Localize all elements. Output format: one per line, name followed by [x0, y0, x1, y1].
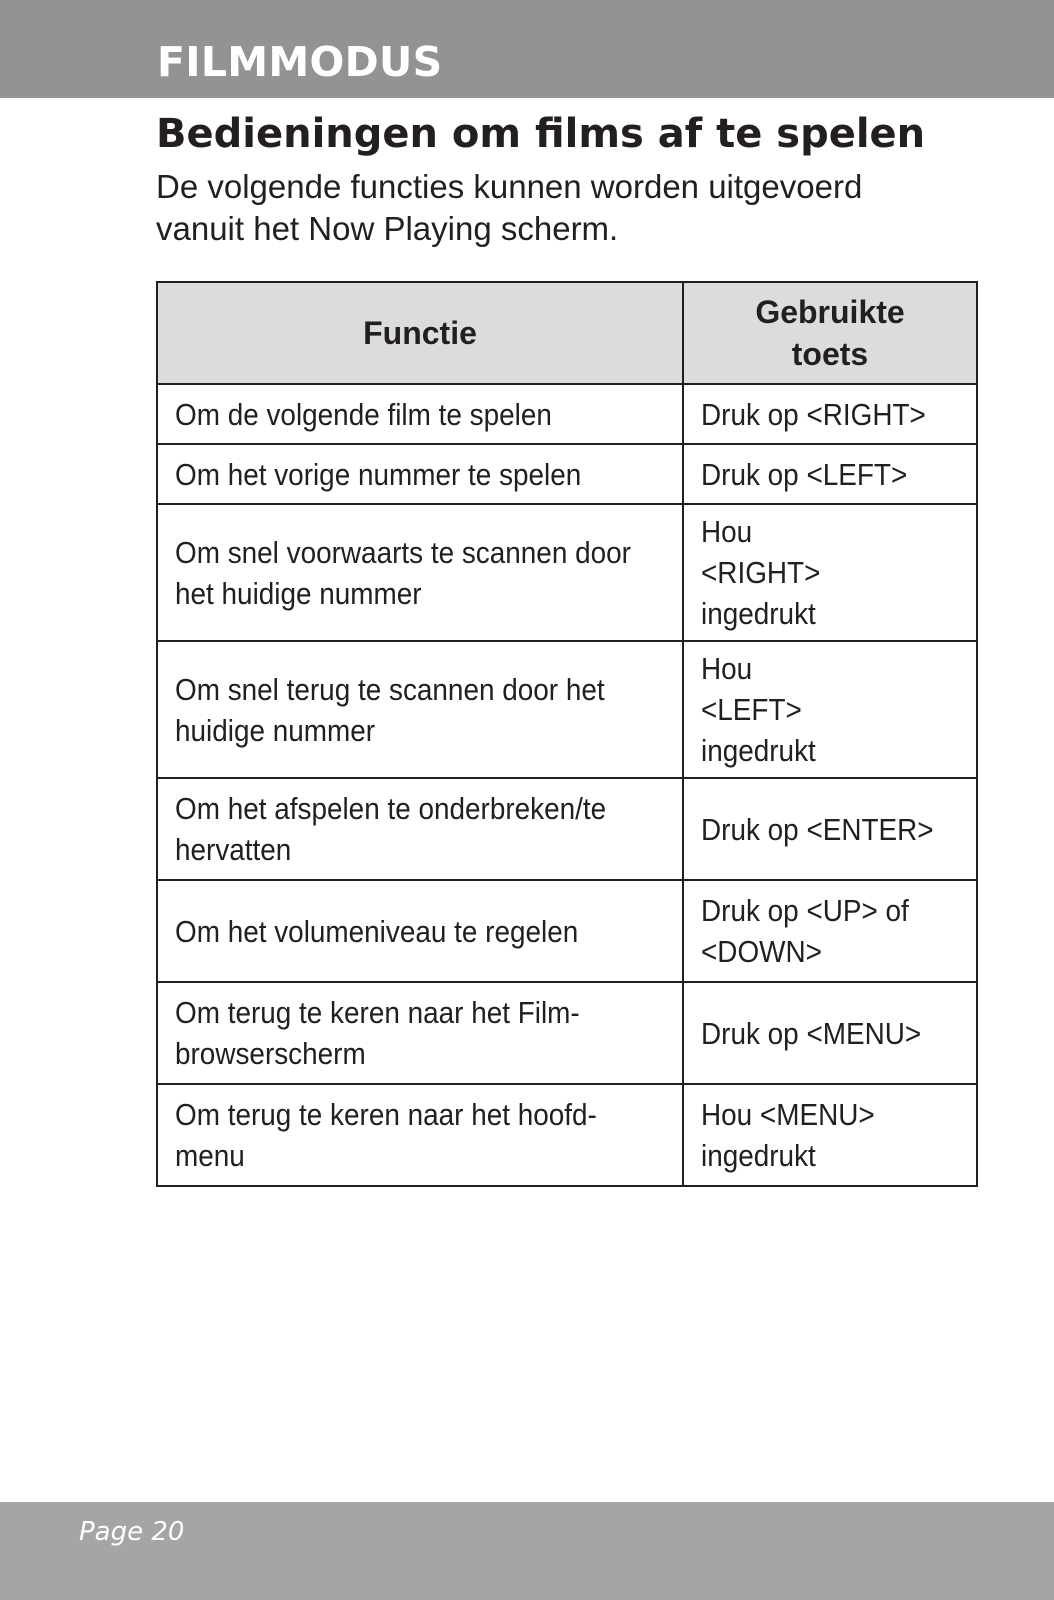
function-cell: [157, 504, 683, 641]
key-cell: [683, 384, 977, 444]
function-text: Om terug te keren naar het Film-browserscherm: [175, 995, 580, 1071]
intro-paragraph: De volgende functies kunnen worden uitgevoerd vanuit het Now Playing scherm.: [156, 168, 863, 247]
table-row: [157, 880, 977, 982]
page-number: Page 20: [79, 1517, 185, 1547]
controls-table: [156, 281, 978, 1187]
key-cell: [683, 880, 977, 982]
function-cell: [157, 1084, 683, 1186]
table-row: [157, 778, 977, 880]
key-cell: [683, 982, 977, 1084]
function-text: Om snel voorwaarts te scannen door het huidige nummer: [175, 534, 631, 611]
key-text: Hou <MENU> ingedrukt: [701, 1097, 875, 1173]
table-row: [157, 982, 977, 1084]
function-cell: [157, 384, 683, 444]
key-text: Druk op <LEFT>: [701, 456, 908, 492]
key-text: Druk op <RIGHT>: [701, 396, 926, 432]
function-text: Om de volgende film te spelen: [175, 396, 552, 432]
key-cell: [683, 641, 977, 778]
column-header-key: [683, 282, 977, 384]
page-heading: Bedieningen om films af te spelen: [156, 111, 926, 157]
function-cell: [157, 444, 683, 504]
function-cell: [157, 880, 683, 982]
column-header-function: Functie: [157, 282, 683, 384]
section-title: FILMMODUS: [157, 38, 443, 86]
function-text: Om het vorige nummer te spelen: [175, 456, 582, 492]
key-cell: [683, 444, 977, 504]
column-header-key-text: Gebruikte toets: [755, 294, 905, 372]
key-text: Hou <LEFT> ingedrukt: [701, 651, 816, 768]
key-text: Druk op <ENTER>: [701, 811, 934, 847]
table-row: [157, 641, 977, 778]
function-text: Om het volumeniveau te regelen: [175, 913, 579, 949]
table-row: [157, 444, 977, 504]
function-text: Om terug te keren naar het hoofd-menu: [175, 1097, 597, 1173]
function-cell: [157, 641, 683, 778]
function-text: Om snel terug te scannen door het huidige nummer: [175, 671, 605, 748]
function-cell: [157, 778, 683, 880]
key-text: Druk op <UP> of <DOWN>: [701, 893, 909, 969]
table-header-row: [157, 282, 977, 384]
table-row: [157, 504, 977, 641]
key-text: Hou <RIGHT> ingedrukt: [701, 514, 821, 631]
key-cell: [683, 778, 977, 880]
key-cell: [683, 504, 977, 641]
key-cell: [683, 1084, 977, 1186]
table-row: [157, 384, 977, 444]
function-text: Om het afspelen te onderbreken/te hervatten: [175, 791, 607, 867]
table-row: [157, 1084, 977, 1186]
key-text: Druk op <MENU>: [701, 1015, 922, 1051]
function-cell: [157, 982, 683, 1084]
